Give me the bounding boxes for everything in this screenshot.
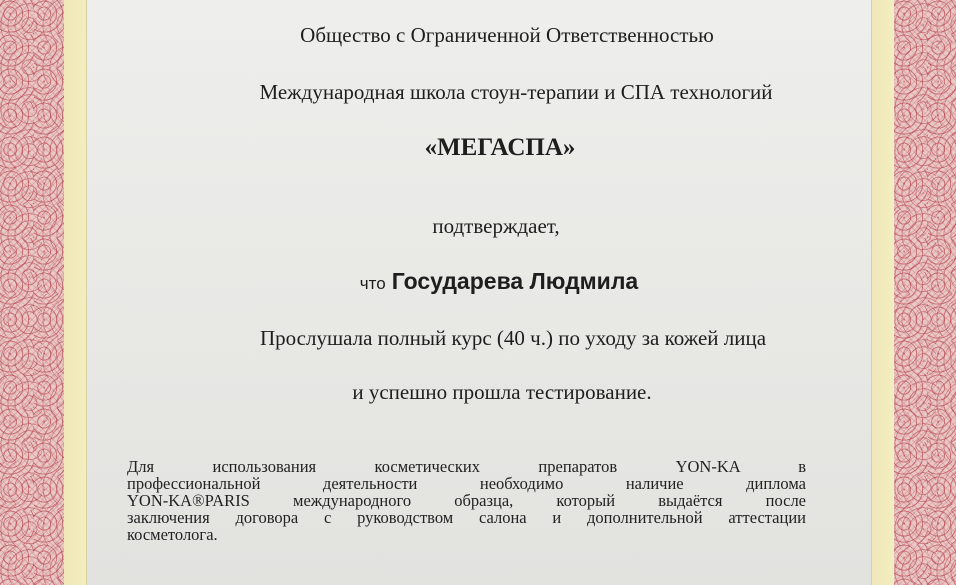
school-name: Международная школа стоун-терапии и СПА технологий <box>259 80 773 104</box>
footnote-line: YON-KA®PARIS международного образца, который выдаётся после <box>127 491 806 510</box>
brand-title: «МЕГАСПА» <box>424 134 576 161</box>
decorative-border-left <box>0 0 64 585</box>
result-text: и успешно прошла тестирование. <box>352 380 652 404</box>
footnote <box>127 458 806 543</box>
footnote-line: косметолога. <box>127 525 218 544</box>
footnote-line: заключения договора с руководством салона и дополнительной аттестации <box>127 508 806 527</box>
certificate-paper <box>87 0 871 585</box>
course-text: Прослушала полный курс (40 ч.) по уходу за кожей лица <box>259 326 767 350</box>
that-prefix: что <box>359 274 386 293</box>
recipient-line <box>127 268 871 295</box>
confirms-text: подтверждает, <box>432 214 560 238</box>
recipient-name: Государева Людмила <box>391 268 639 294</box>
inner-band-right <box>871 0 894 585</box>
org-type: Общество с Ограниченной Ответственностью <box>300 23 714 47</box>
decorative-border-right <box>894 0 956 585</box>
footnote-line: Для использования косметических препаратов YON-KA в <box>127 457 806 476</box>
inner-band-left <box>64 0 87 585</box>
footnote-line: профессиональной деятельности необходимо наличие диплома <box>127 474 806 493</box>
